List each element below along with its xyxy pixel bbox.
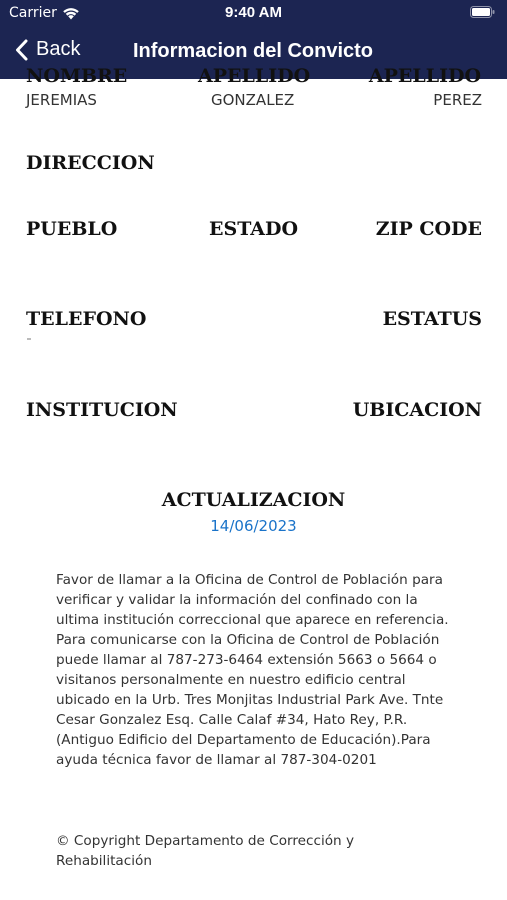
zip-code-label: ZIP CODE [375,218,482,240]
last-name-2-value: PEREZ [433,91,482,109]
last-name-2-header: APELLIDO [368,65,481,87]
battery-icon [470,6,495,18]
estado-label: ESTADO [209,218,299,240]
carrier-label: Carrier [9,5,57,21]
estatus-label: ESTATUS [382,308,482,330]
notice-text: Favor de llamar a la Oficina de Control de Población para verificar y validar la información del confinado con la ultima institución correccional que aparece en referencia. Para comunicarse con la Oficina de Control de Población puede llamar al 787-273-6464 extensión 5663 o 5664 o visitanos personalmente en nuestro edificio central ubicado en la Urb. Tres Monjitas Industrial Park Ave. Tnte Cesar Gonzalez Esq. Calle Calaf #34, Hato Rey, P.R. (Antiguo Edificio del Departamento de Educación).Para ayuda técnica favor de llamar al 787-304-0201 [56,572,449,768]
chevron-left-icon [15,39,28,61]
copyright-text: © Copyright Departamento de Corrección y Rehabilitación [56,833,355,869]
direccion-label: DIRECCION [26,152,155,174]
last-name-1-value: GONZALEZ [211,91,295,109]
back-button[interactable] [15,38,80,61]
first-name-value: JEREMIAS [26,91,97,109]
convict-details [0,65,507,900]
last-name-1-header: APELLIDO [198,65,311,87]
status-time: 9:40 AM [225,4,282,21]
status-bar [0,0,507,27]
institucion-label: INSTITUCION [26,399,178,421]
telefono-value-placeholder [27,338,31,340]
ubicacion-label: UBICACION [352,399,482,421]
back-label: Back [36,38,81,60]
update-date: 14/06/2023 [210,517,297,535]
first-name-header: NOMBRE [26,65,128,87]
telefono-label: TELEFONO [26,308,147,330]
page-title: Informacion del Convicto [133,40,374,62]
pueblo-label: PUEBLO [26,218,118,240]
update-label: ACTUALIZACION [161,489,346,511]
